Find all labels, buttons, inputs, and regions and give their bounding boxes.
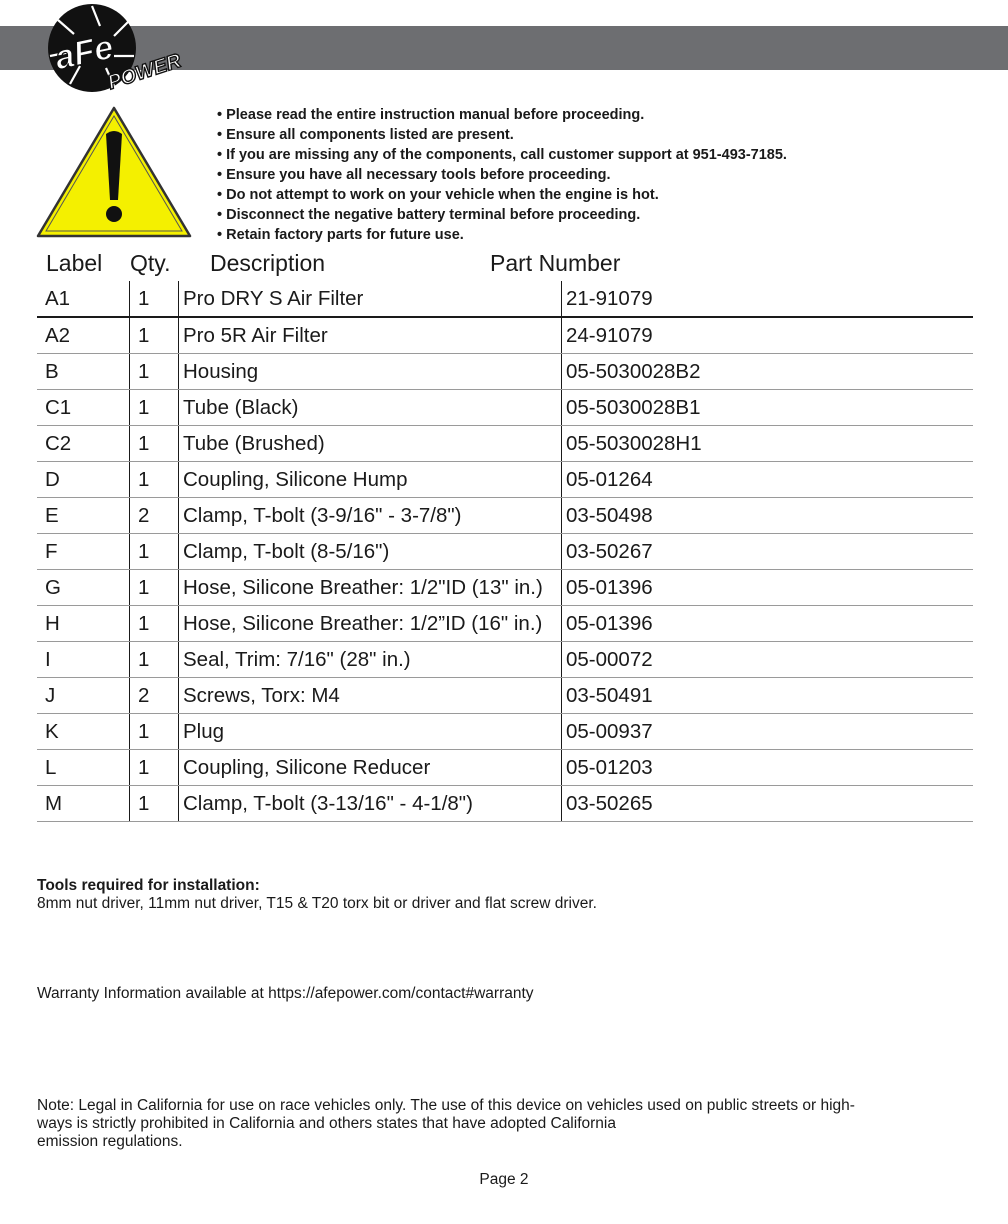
cell-qty: 1 [130, 281, 179, 317]
safety-bullet: • Do not attempt to work on your vehicle when the engine is hot. [217, 185, 787, 205]
cell-part-number: 05-01203 [562, 750, 974, 786]
legal-note-line: Note: Legal in California for use on race vehicles only. The use of this device on vehicles used on public streets or high- [37, 1097, 855, 1114]
cell-description: Tube (Black) [179, 390, 562, 426]
safety-bullet: • Disconnect the negative battery terminal before proceeding. [217, 205, 787, 225]
parts-table [37, 281, 973, 822]
cell-qty: 1 [130, 570, 179, 606]
cell-description: Hose, Silicone Breather: 1/2”ID (16" in.) [179, 606, 562, 642]
cell-qty: 1 [130, 606, 179, 642]
cell-label: C1 [37, 390, 130, 426]
cell-description: Tube (Brushed) [179, 426, 562, 462]
column-header-part-number: Part Number [490, 250, 621, 276]
cell-label: G [37, 570, 130, 606]
cell-qty: 1 [130, 786, 179, 822]
cell-description: Coupling, Silicone Hump [179, 462, 562, 498]
tools-title: Tools required for installation: [37, 877, 260, 894]
cell-label: E [37, 498, 130, 534]
cell-label: A1 [37, 281, 130, 317]
table-row [37, 750, 973, 786]
parts-table-header [0, 250, 1008, 280]
table-row [37, 678, 973, 714]
cell-qty: 1 [130, 534, 179, 570]
afe-power-logo [44, 0, 194, 96]
table-row [37, 606, 973, 642]
table-row [37, 390, 973, 426]
cell-part-number: 05-00937 [562, 714, 974, 750]
cell-label: K [37, 714, 130, 750]
cell-label: L [37, 750, 130, 786]
cell-description: Clamp, T-bolt (3-9/16" - 3-7/8") [179, 498, 562, 534]
table-row [37, 642, 973, 678]
cell-qty: 1 [130, 426, 179, 462]
column-header-description: Description [210, 250, 326, 276]
logo-text-main: aFe [51, 28, 117, 78]
cell-part-number: 03-50498 [562, 498, 974, 534]
cell-qty: 1 [130, 462, 179, 498]
cell-description: Clamp, T-bolt (3-13/16" - 4-1/8") [179, 786, 562, 822]
column-header-qty: Qty. [130, 250, 171, 276]
cell-part-number: 21-91079 [562, 281, 974, 317]
cell-part-number: 05-5030028B1 [562, 390, 974, 426]
table-row [37, 317, 973, 354]
cell-description: Pro 5R Air Filter [179, 317, 562, 354]
cell-part-number: 03-50491 [562, 678, 974, 714]
table-row [37, 786, 973, 822]
cell-label: F [37, 534, 130, 570]
cell-description: Seal, Trim: 7/16" (28" in.) [179, 642, 562, 678]
cell-part-number: 03-50265 [562, 786, 974, 822]
cell-qty: 1 [130, 354, 179, 390]
tools-text: 8mm nut driver, 11mm nut driver, T15 & T20 torx bit or driver and flat screw driver. [37, 895, 597, 912]
safety-bullet-list [217, 105, 787, 245]
cell-label: D [37, 462, 130, 498]
safety-bullet: • Retain factory parts for future use. [217, 225, 787, 245]
warranty-info: Warranty Information available at https://afepower.com/contact#warranty [37, 985, 534, 1002]
cell-label: H [37, 606, 130, 642]
safety-bullet: • Please read the entire instruction manual before proceeding. [217, 105, 787, 125]
page-number: Page 2 [479, 1171, 529, 1188]
cell-qty: 1 [130, 317, 179, 354]
cell-label: I [37, 642, 130, 678]
table-row [37, 498, 973, 534]
cell-description: Housing [179, 354, 562, 390]
table-row [37, 354, 973, 390]
table-row [37, 714, 973, 750]
cell-label: B [37, 354, 130, 390]
cell-qty: 1 [130, 390, 179, 426]
cell-part-number: 05-5030028H1 [562, 426, 974, 462]
cell-label: A2 [37, 317, 130, 354]
cell-part-number: 05-5030028B2 [562, 354, 974, 390]
safety-bullet: • Ensure you have all necessary tools before proceeding. [217, 165, 787, 185]
warning-triangle-icon [34, 104, 194, 242]
cell-description: Pro DRY S Air Filter [179, 281, 562, 317]
cell-qty: 2 [130, 678, 179, 714]
cell-qty: 1 [130, 714, 179, 750]
cell-qty: 2 [130, 498, 179, 534]
cell-qty: 1 [130, 642, 179, 678]
cell-part-number: 03-50267 [562, 534, 974, 570]
cell-qty: 1 [130, 750, 179, 786]
logo-text-sub: POWER [105, 49, 184, 95]
cell-part-number: 05-01264 [562, 462, 974, 498]
legal-note-line: ways is strictly prohibited in California and others states that have adopted California [37, 1115, 616, 1132]
cell-label: M [37, 786, 130, 822]
table-row [37, 281, 973, 317]
legal-note-line: emission regulations. [37, 1133, 183, 1150]
cell-label: C2 [37, 426, 130, 462]
cell-description: Clamp, T-bolt (8-5/16") [179, 534, 562, 570]
cell-part-number: 05-00072 [562, 642, 974, 678]
cell-part-number: 24-91079 [562, 317, 974, 354]
cell-description: Plug [179, 714, 562, 750]
cell-label: J [37, 678, 130, 714]
cell-description: Screws, Torx: M4 [179, 678, 562, 714]
cell-description: Hose, Silicone Breather: 1/2"ID (13" in.) [179, 570, 562, 606]
cell-part-number: 05-01396 [562, 570, 974, 606]
table-row [37, 570, 973, 606]
safety-bullet: • If you are missing any of the components, call customer support at 951-493-7185. [217, 145, 787, 165]
table-row [37, 534, 973, 570]
safety-bullet: • Ensure all components listed are present. [217, 125, 787, 145]
cell-part-number: 05-01396 [562, 606, 974, 642]
legal-note [37, 1097, 967, 1151]
table-row [37, 426, 973, 462]
table-row [37, 462, 973, 498]
column-header-label: Label [46, 250, 103, 276]
cell-description: Coupling, Silicone Reducer [179, 750, 562, 786]
